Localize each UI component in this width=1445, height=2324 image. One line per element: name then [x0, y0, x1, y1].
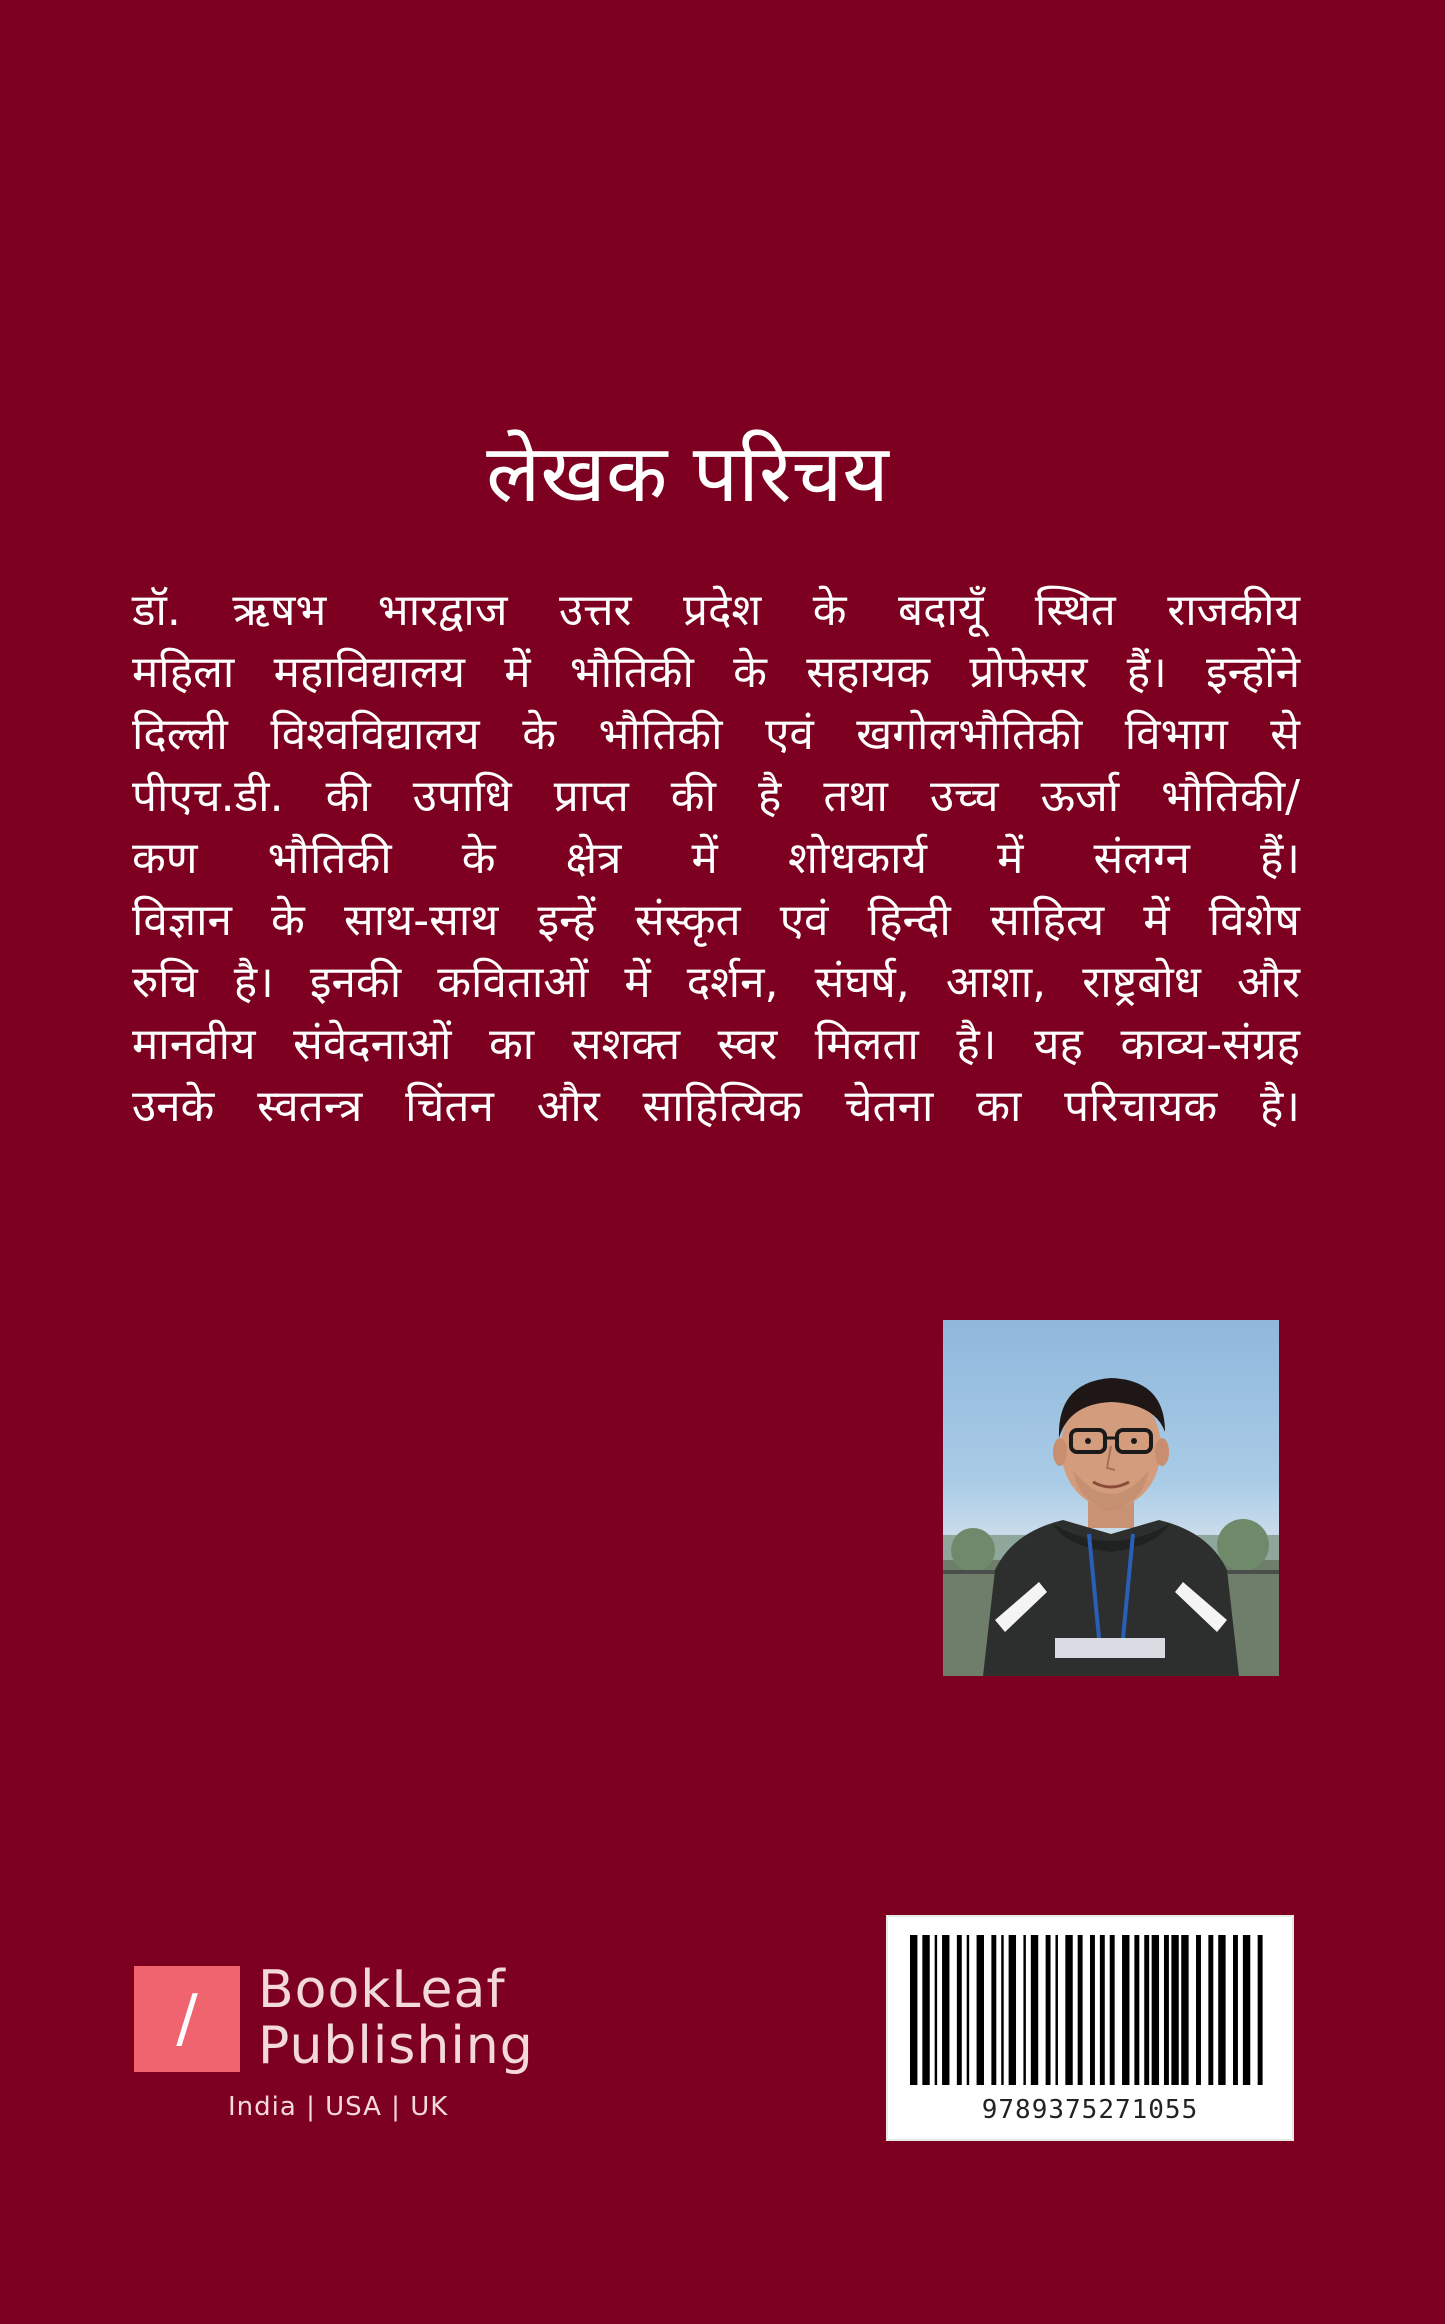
barcode-bar — [1258, 1935, 1263, 2085]
barcode-bar — [935, 1935, 937, 2085]
barcode-bar — [1001, 1935, 1003, 2085]
bio-line: पीएच.डी. की उपाधि प्राप्त की है तथा उच्च ऊर्जा भौतिकी/ — [132, 771, 1300, 822]
barcode-bar — [1100, 1935, 1105, 2085]
bio-line: महिला महाविद्यालय में भौतिकी के सहायक प्रोफेसर हैं। इन्होंने — [132, 647, 1300, 698]
slash-icon: / — [176, 1982, 198, 2056]
author-bio — [132, 580, 1300, 1138]
barcode-bar — [1152, 1935, 1159, 2085]
barcode-bar — [977, 1935, 984, 2085]
publisher-name-line1: BookLeaf — [258, 1960, 506, 2020]
barcode-bar — [1208, 1935, 1213, 2085]
barcode-bar — [1134, 1935, 1139, 2085]
barcode-bar — [1218, 1935, 1225, 2085]
barcode-bar — [991, 1935, 996, 2085]
publisher-name — [258, 1962, 534, 2074]
author-portrait-illustration — [943, 1320, 1279, 1676]
publisher-regions: India | USA | UK — [228, 2092, 449, 2122]
barcode-bar — [1090, 1935, 1095, 2085]
barcode-bar — [1122, 1935, 1129, 2085]
author-photo — [943, 1320, 1279, 1676]
barcode-bar — [1065, 1935, 1072, 2085]
barcode-bar — [957, 1935, 962, 2085]
barcode-bars — [910, 1935, 1270, 2085]
barcode-bar — [1023, 1935, 1025, 2085]
barcode-bar — [1181, 1935, 1188, 2085]
barcode-bar — [1078, 1935, 1083, 2085]
bio-line: उनके स्वतन्त्र चिंतन और साहित्यिक चेतना का परिचायक है। — [132, 1081, 1300, 1132]
barcode-bar — [967, 1935, 969, 2085]
barcode-bar — [1009, 1935, 1016, 2085]
publisher-logo — [134, 1962, 534, 2082]
barcode-bar — [942, 1935, 949, 2085]
publisher-logo-mark — [134, 1966, 240, 2072]
barcode-bar — [1243, 1935, 1250, 2085]
barcode-bar — [1110, 1935, 1115, 2085]
barcode-bar — [1196, 1935, 1201, 2085]
barcode-bar — [1171, 1935, 1178, 2085]
bio-line: रुचि है। इनकी कविताओं में दर्शन, संघर्ष, आशा, राष्ट्रबोध और — [132, 957, 1300, 1008]
publisher-name-line2: Publishing — [258, 2016, 534, 2076]
bio-line: डॉ. ऋषभ भारद्वाज उत्तर प्रदेश के बदायूँ स्थित राजकीय — [132, 585, 1300, 636]
barcode-bar — [1233, 1935, 1238, 2085]
barcode-bar — [922, 1935, 929, 2085]
barcode-bar — [910, 1935, 917, 2085]
barcode-bar — [1046, 1935, 1051, 2085]
bio-line: मानवीय संवेदनाओं का सशक्त स्वर मिलता है। यह काव्य-संग्रह — [132, 1019, 1300, 1070]
page-title: लेखक परिचय — [486, 426, 889, 520]
barcode-bar — [1055, 1935, 1057, 2085]
barcode-bar — [1031, 1935, 1038, 2085]
isbn-barcode — [886, 1915, 1294, 2141]
barcode-bar — [1144, 1935, 1149, 2085]
isbn-number: 9789375271055 — [981, 2095, 1199, 2125]
bio-line: दिल्ली विश्वविद्यालय के भौतिकी एवं खगोलभौतिकी विभाग से — [132, 709, 1300, 760]
bio-line: कण भौतिकी के क्षेत्र में शोधकार्य में संलग्न हैं। — [132, 833, 1300, 884]
barcode-bar — [1164, 1935, 1169, 2085]
bio-line: विज्ञान के साथ-साथ इन्हें संस्कृत एवं हिन्दी साहित्य में विशेष — [132, 895, 1300, 946]
